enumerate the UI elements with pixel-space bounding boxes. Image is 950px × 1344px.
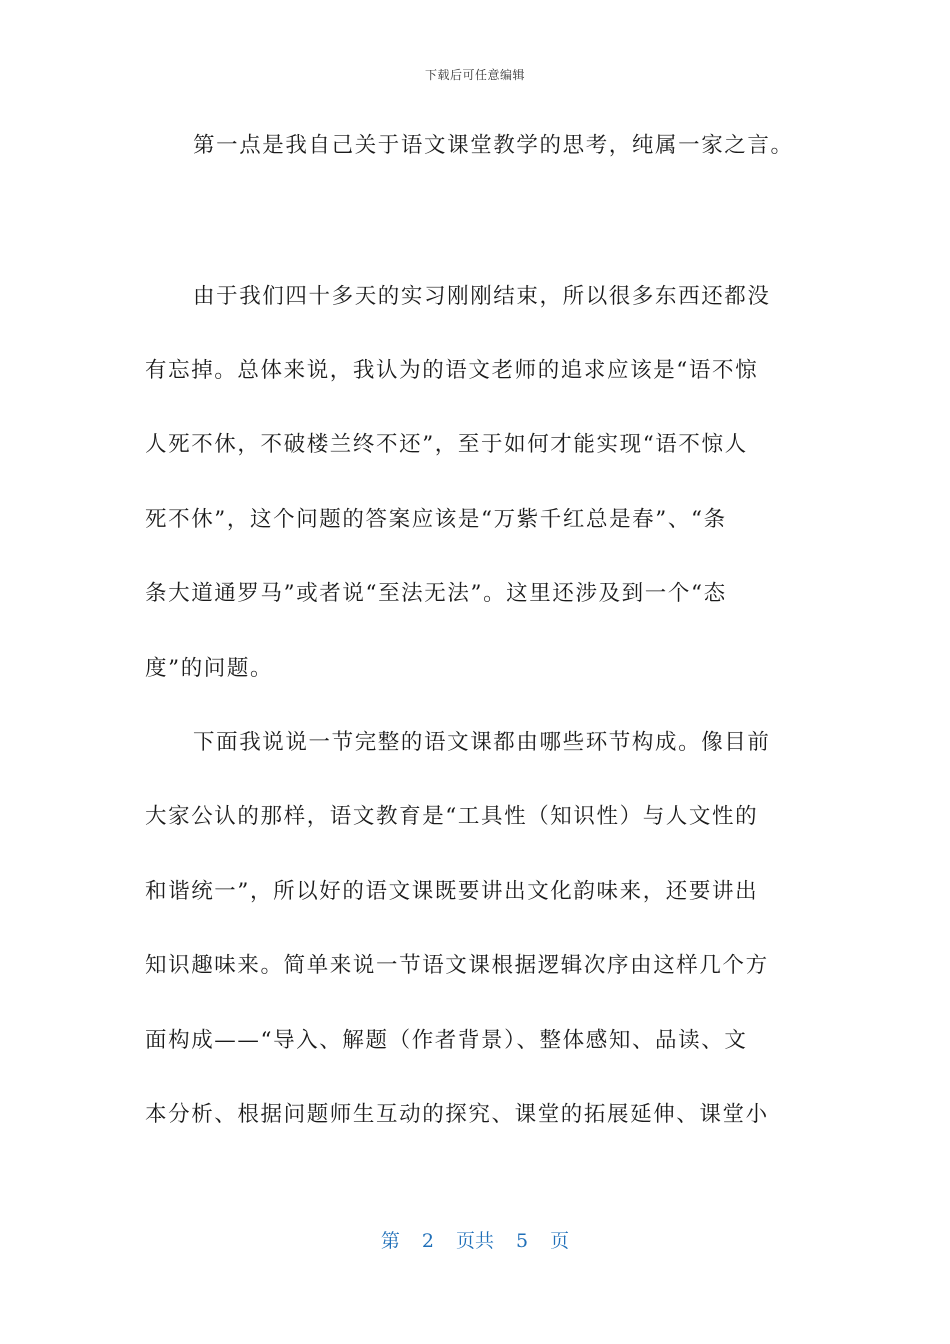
- footer-middle: 页共: [455, 1230, 494, 1252]
- text-line: 大家公认的那样，语文教育是“工具性（知识性）与人文性的: [145, 804, 759, 829]
- text-line: 下面我说说一节完整的语文课都由哪些环节构成。像目前: [193, 730, 771, 755]
- text-line: 度”的问题。: [145, 656, 274, 681]
- text-line: 有忘掉。总体来说，我认为的语文老师的追求应该是“语不惊: [145, 358, 759, 383]
- text-line: 由于我们四十多天的实习刚刚结束，所以很多东西还都没: [193, 284, 771, 309]
- page-header-note: 下载后可任意编辑: [424, 68, 525, 82]
- text-line: 人死不休，不破楼兰终不还”，至于如何才能实现“语不惊人: [145, 432, 748, 457]
- text-line: 本分析、根据问题师生互动的探究、课堂的拓展延伸、课堂小: [145, 1102, 769, 1127]
- text-line: 死不休”，这个问题的答案应该是“万紫千红总是春”、“条: [145, 507, 727, 532]
- text-line: 和谐统一”，所以好的语文课既要讲出文化韵味来，还要讲出: [145, 879, 759, 904]
- footer-total-pages: 5: [516, 1230, 529, 1252]
- footer-current-page: 2: [421, 1230, 434, 1252]
- footer-suffix: 页: [550, 1230, 570, 1252]
- text-line: 知识趣味来。简单来说一节语文课根据逻辑次序由这样几个方: [145, 953, 769, 978]
- text-line: 面构成——“导入、解题（作者背景）、整体感知、品读、文: [145, 1028, 748, 1053]
- footer-prefix: 第: [380, 1230, 400, 1252]
- page-footer: [0, 1226, 950, 1253]
- text-line: 第一点是我自己关于语文课堂教学的思考，纯属一家之言。: [193, 133, 794, 158]
- text-line: 条大道通罗马”或者说“至法无法”。这里还涉及到一个“态: [145, 581, 727, 606]
